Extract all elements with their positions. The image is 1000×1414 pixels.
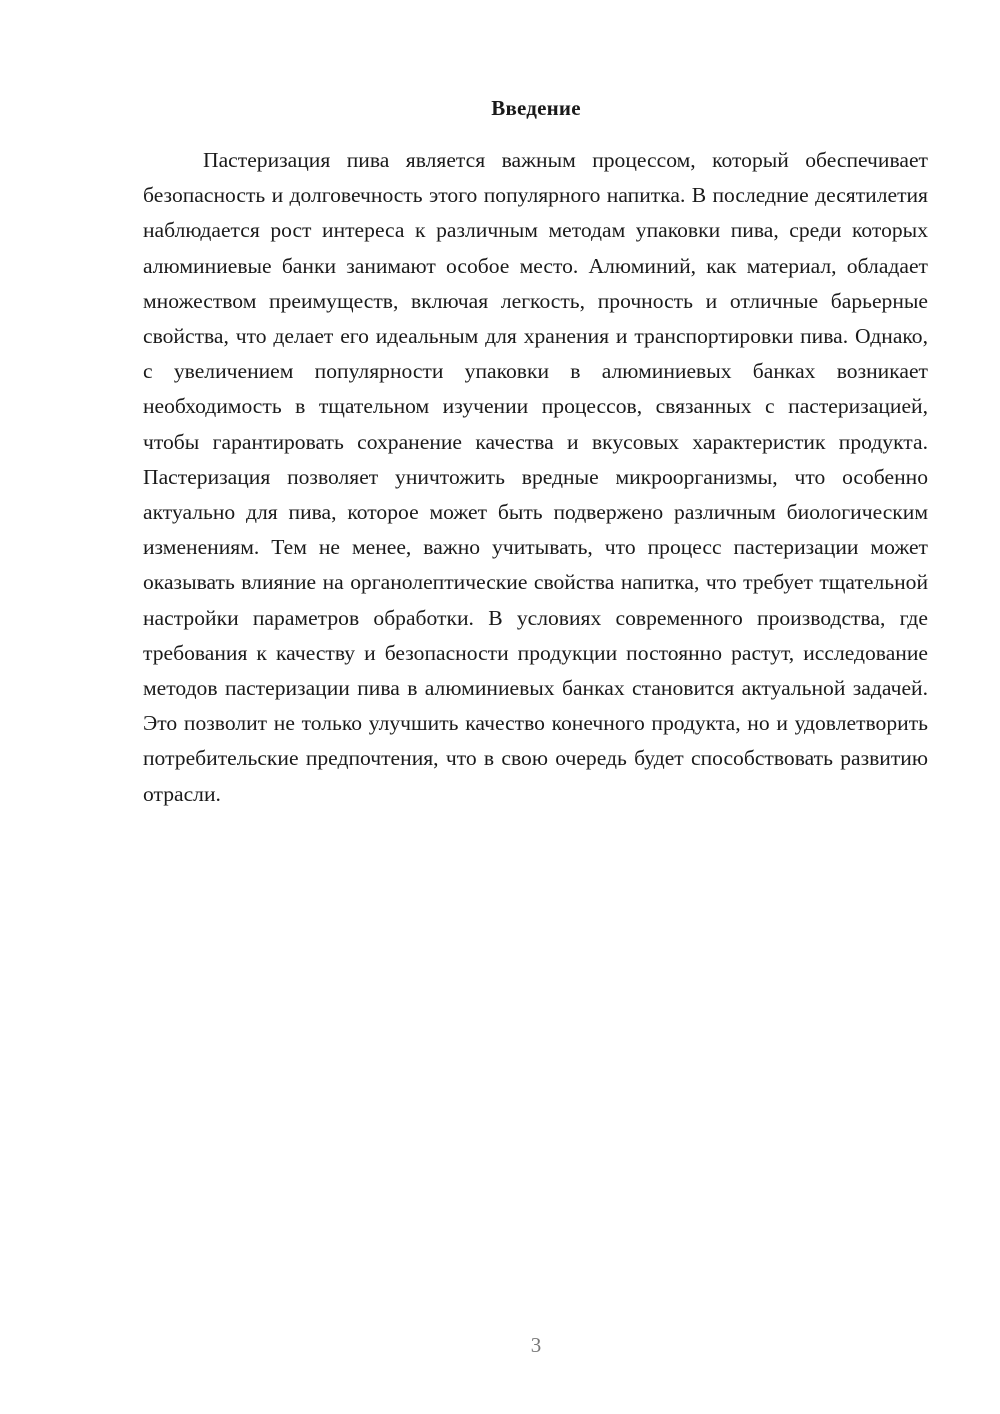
section-heading: Введение: [491, 96, 581, 120]
page-number: 3: [530, 1333, 542, 1357]
introduction-paragraph: Пастеризация пива является важным процессом, который обеспечивает безопасность и долговечность этого популярного напитка. В последние десятилетия наблюдается рост интереса к различным методам упаковки пива, среди которых алюминиевые банки занимают особое место. Алюминий, как материал, обладает множеством преимуществ, включая легкость, прочность и отличные барьерные свойства, что делает его идеальным для хранения и транспортировки пива. Однако, с увеличением популярности упаковки в алюминиевых банках возникает необходимость в тщательном изучении процессов, связанных с пастеризацией, чтобы гарантировать сохранение качества и вкусовых характеристик продукта. Пастеризация позволяет уничтожить вредные микроорганизмы, что особенно актуально для пива, которое может быть подвержено различным биологическим изменениям. Тем не менее, важно учитывать, что процесс пастеризации может оказывать влияние на органолептические свойства напитка, что требует тщательной настройки параметров обработки. В условиях современного производства, где требования к качеству и безопасности продукции постоянно растут, исследование методов пастеризации пива в алюминиевых банках становится актуальной задачей. Это позволит не только улучшить качество конечного продукта, но и удовлетворить потребительские предпочтения, что в свою очередь будет способствовать развитию отрасли.: [143, 148, 928, 806]
